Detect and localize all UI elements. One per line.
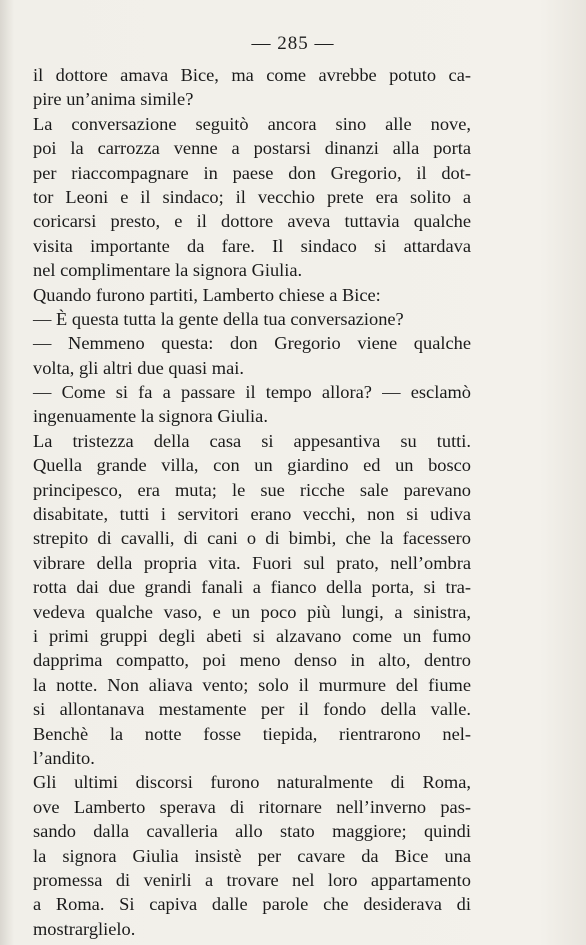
text-line: disabitate, tutti i servitori erano vecchi, non si udiva [33,504,471,525]
text-line: principesco, era muta; le sue ricche sale parevano [33,479,471,500]
text-line: — Nemmeno questa: don Gregorio viene qualche [33,333,471,354]
text-line: tor Leoni e il sindaco; il vecchio prete era solito a [33,186,471,207]
text-line: l’andito. [33,747,95,768]
text-line: dapprima compatto, poi meno denso in alto, dentro [33,650,471,671]
text-line: La conversazione seguitò ancora sino alle nove, [33,113,471,134]
text-line: ove Lamberto sperava di ritornare nell’inverno pas- [33,796,471,817]
text-line: volta, gli altri due quasi mai. [33,357,244,378]
text-line: poi la carrozza venne a postarsi dinanzi alla porta [33,138,471,159]
page-number: — 285 — [251,33,335,54]
text-line: la notte. Non aliava vento; solo il murmure del fiume [33,674,471,695]
text-line: si allontanava mestamente per il fondo della valle. [33,699,471,720]
text-line: ingenuamente la signora Giulia. [33,406,268,427]
text-line: La tristezza della casa si appesantiva su tutti. [33,430,471,451]
text-line: vibrare della propria vita. Fuori sul prato, nell’ombra [33,552,471,573]
text-line: per riaccompagnare in paese don Gregorio, il dot- [33,162,471,183]
text-line: sando dalla cavalleria allo stato maggiore; quindi [33,821,471,842]
text-line: Quella grande villa, con un giardino ed un bosco [33,455,471,476]
text-line: — Come si fa a passare il tempo allora? — esclamò [33,382,471,403]
body-text [33,63,471,941]
text-line: promessa di venirli a trovare nel loro appartamento [33,869,471,890]
text-line: pire un’anima simile? [33,89,194,110]
text-line: nel complimentare la signora Giulia. [33,260,303,281]
text-line: coricarsi presto, e il dottore aveva tuttavia qualche [33,211,471,232]
text-line: rotta dai due grandi fanali a fianco della porta, si tra- [33,577,471,598]
text-line: a Roma. Si capiva dalle parole che desiderava di [33,894,471,915]
text-line: mostrarglielo. [33,918,136,939]
text-line: la signora Giulia insistè per cavare da Bice una [33,845,471,866]
text-line: Gli ultimi discorsi furono naturalmente di Roma, [33,772,471,793]
text-line: strepito di cavalli, di cani o di bimbi, che la facessero [33,528,471,549]
text-line: visita importante da fare. Il sindaco si attardava [33,235,471,256]
text-line: Quando furono partiti, Lamberto chiese a Bice: [33,284,381,305]
text-line: i primi gruppi degli abeti si alzavano come un fumo [33,625,471,646]
text-line: Benchè la notte fosse tiepida, rientrarono nel- [33,723,471,744]
text-line: il dottore amava Bice, ma come avrebbe potuto ca- [33,65,471,85]
text-line: vedeva qualche vaso, e un poco più lungi, a sinistra, [33,601,471,622]
text-line: — È questa tutta la gente della tua conversazione? [33,308,404,329]
